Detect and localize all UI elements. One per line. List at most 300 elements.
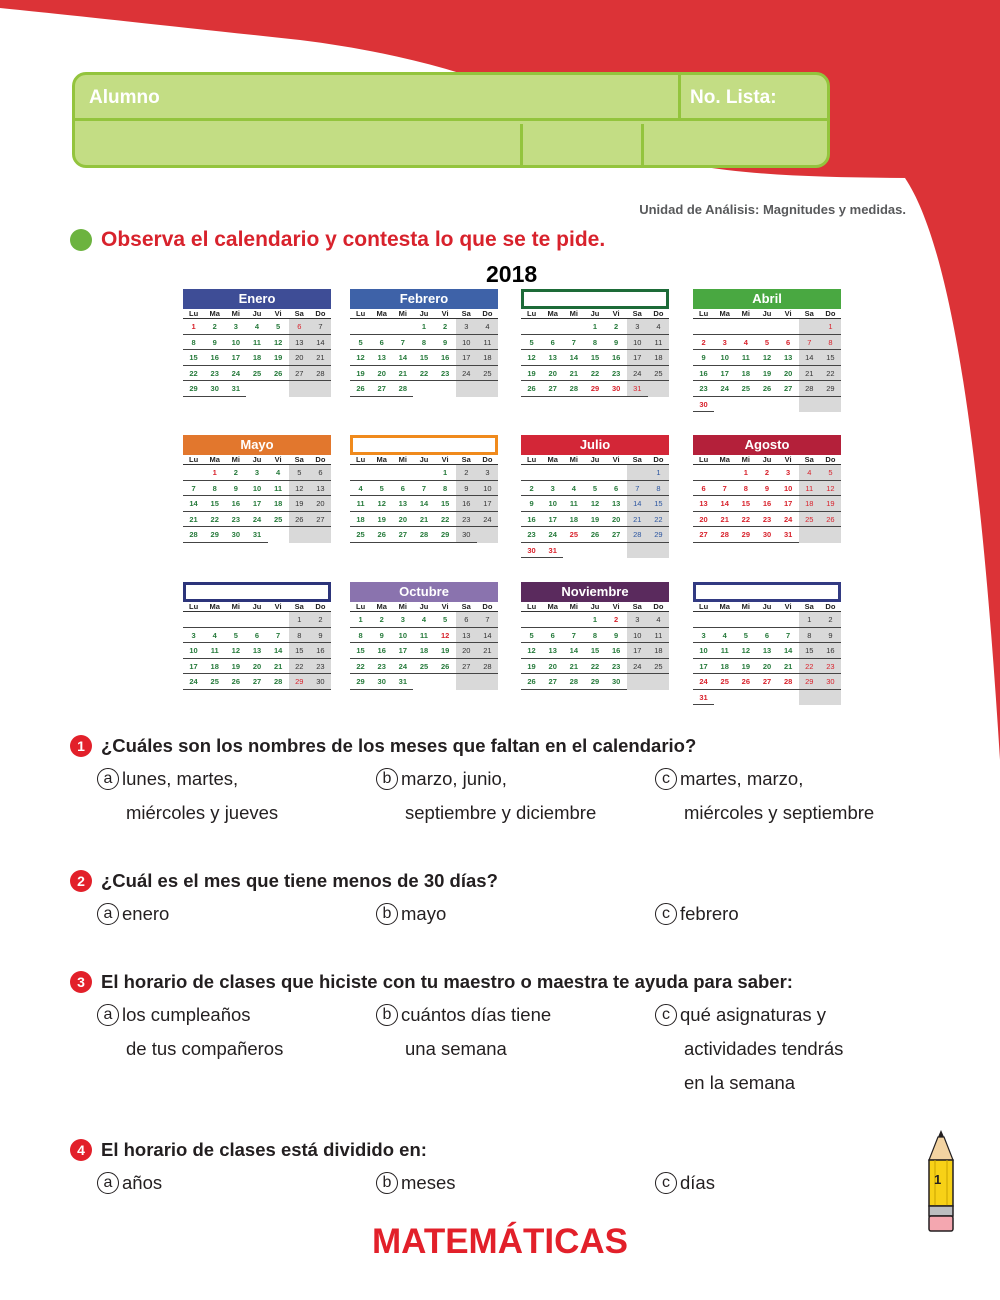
option-letter-circle[interactable]: c bbox=[655, 768, 677, 790]
calendar-day: 18 bbox=[268, 496, 289, 512]
calendar-day: 9 bbox=[225, 481, 246, 497]
calendar-day: 17 bbox=[627, 643, 648, 659]
month-grid bbox=[693, 602, 841, 705]
weekday-label: Vi bbox=[778, 309, 799, 319]
calendar-day: 2 bbox=[371, 612, 392, 628]
question-4-title bbox=[70, 1139, 427, 1161]
calendar-day: 2 bbox=[606, 612, 627, 628]
calendar-day: 29 bbox=[735, 527, 756, 543]
header-divider bbox=[678, 75, 681, 121]
calendar-day: 22 bbox=[289, 659, 310, 675]
calendar-day: 22 bbox=[735, 512, 756, 528]
calendar-day: 12 bbox=[735, 643, 756, 659]
weekday-label: Mi bbox=[392, 602, 413, 612]
calendar-day: 29 bbox=[183, 381, 204, 397]
calendar-day: 3 bbox=[183, 628, 204, 644]
option-letter-circle[interactable]: b bbox=[376, 768, 398, 790]
calendar-day: 18 bbox=[477, 350, 498, 366]
calendar-empty-cell bbox=[456, 674, 477, 690]
calendar-day: 15 bbox=[584, 643, 605, 659]
calendar-day: 18 bbox=[204, 659, 225, 675]
calendar-day: 1 bbox=[799, 612, 820, 628]
calendar-day: 15 bbox=[413, 350, 434, 366]
weekday-label: Ju bbox=[756, 602, 777, 612]
calendar-day: 17 bbox=[693, 659, 714, 675]
calendar-day: 4 bbox=[735, 335, 756, 351]
calendar-day: 8 bbox=[584, 335, 605, 351]
calendar-empty-cell bbox=[756, 612, 777, 628]
calendar-day: 12 bbox=[820, 481, 841, 497]
calendar-day: 25 bbox=[714, 674, 735, 690]
question-2-option-b[interactable] bbox=[376, 897, 446, 931]
calendar-day: 29 bbox=[289, 674, 310, 690]
calendar-empty-cell bbox=[778, 397, 799, 413]
calendar-day: 7 bbox=[714, 481, 735, 497]
calendar-day: 27 bbox=[392, 527, 413, 543]
weekday-label: Ju bbox=[584, 455, 605, 465]
calendar-day: 11 bbox=[563, 496, 584, 512]
pencil-number: 1 bbox=[934, 1172, 942, 1187]
calendar-empty-cell bbox=[606, 465, 627, 481]
weekday-label: Ju bbox=[584, 602, 605, 612]
calendar-day: 19 bbox=[521, 366, 542, 382]
weekday-label: Ma bbox=[714, 602, 735, 612]
option-text-continued: una semana bbox=[405, 1038, 507, 1059]
calendar-empty-cell bbox=[521, 319, 542, 335]
calendar-day: 2 bbox=[521, 481, 542, 497]
calendar-day: 5 bbox=[820, 465, 841, 481]
calendar-day: 28 bbox=[714, 527, 735, 543]
weekday-label: Sa bbox=[289, 309, 310, 319]
month-header: Noviembre bbox=[521, 582, 669, 602]
calendar-day: 13 bbox=[289, 335, 310, 351]
calendar-day: 22 bbox=[204, 512, 225, 528]
calendar-day: 1 bbox=[435, 465, 456, 481]
calendar-day: 14 bbox=[392, 350, 413, 366]
option-text: marzo, junio, bbox=[401, 768, 507, 789]
calendar-day: 12 bbox=[289, 481, 310, 497]
calendar-day: 24 bbox=[183, 674, 204, 690]
calendar-day: 27 bbox=[456, 659, 477, 675]
calendar-empty-cell bbox=[310, 527, 331, 543]
weekday-label: Mi bbox=[392, 455, 413, 465]
calendar-day: 8 bbox=[584, 628, 605, 644]
weekday-label: Sa bbox=[289, 455, 310, 465]
weekday-label: Do bbox=[310, 602, 331, 612]
calendar-day: 24 bbox=[627, 659, 648, 675]
calendar-day: 27 bbox=[542, 674, 563, 690]
question-1-title bbox=[70, 735, 696, 757]
calendar-day: 26 bbox=[584, 527, 605, 543]
calendar-day: 3 bbox=[246, 465, 267, 481]
calendar-day: 29 bbox=[350, 674, 371, 690]
weekday-label: Mi bbox=[563, 309, 584, 319]
calendar-day: 9 bbox=[606, 628, 627, 644]
calendar-day: 7 bbox=[392, 335, 413, 351]
question-3-option-c[interactable] bbox=[655, 998, 843, 1100]
calendar-day: 9 bbox=[756, 481, 777, 497]
calendar-day: 14 bbox=[627, 496, 648, 512]
weekday-label: Sa bbox=[456, 309, 477, 319]
calendar-day: 13 bbox=[371, 350, 392, 366]
option-letter-circle[interactable]: a bbox=[97, 903, 119, 925]
question-number-badge: 1 bbox=[70, 735, 92, 757]
question-4-option-a[interactable] bbox=[97, 1166, 162, 1200]
calendar-empty-cell bbox=[714, 612, 735, 628]
question-1-option-b[interactable] bbox=[376, 762, 596, 830]
calendar-day: 16 bbox=[606, 350, 627, 366]
calendar-day: 24 bbox=[627, 366, 648, 382]
calendar-day: 11 bbox=[350, 496, 371, 512]
calendar-day: 31 bbox=[392, 674, 413, 690]
calendar-day: 30 bbox=[456, 527, 477, 543]
calendar-day: 19 bbox=[521, 659, 542, 675]
calendar-day: 13 bbox=[392, 496, 413, 512]
calendar-day: 21 bbox=[183, 512, 204, 528]
calendar-empty-cell bbox=[268, 381, 289, 397]
calendar-day: 13 bbox=[778, 350, 799, 366]
calendar-day: 3 bbox=[477, 465, 498, 481]
calendar-day: 29 bbox=[584, 381, 605, 397]
calendar-empty-cell bbox=[371, 319, 392, 335]
option-letter-circle[interactable]: c bbox=[655, 1004, 677, 1026]
calendar-day: 16 bbox=[204, 350, 225, 366]
calendar-empty-cell bbox=[521, 612, 542, 628]
calendar-day: 8 bbox=[204, 481, 225, 497]
month-header[interactable] bbox=[693, 582, 841, 602]
calendar-empty-cell bbox=[183, 465, 204, 481]
lista-field[interactable] bbox=[644, 124, 830, 168]
alumno-field[interactable] bbox=[75, 124, 520, 168]
month-grid bbox=[693, 309, 841, 412]
calendar-day: 16 bbox=[371, 643, 392, 659]
weekday-label: Sa bbox=[456, 602, 477, 612]
calendar-empty-cell bbox=[563, 543, 584, 559]
calendar-day: 19 bbox=[350, 366, 371, 382]
month-header[interactable] bbox=[350, 435, 498, 455]
weekday-label: Ma bbox=[542, 602, 563, 612]
calendar-empty-cell bbox=[714, 690, 735, 706]
calendar-empty-cell bbox=[521, 465, 542, 481]
month-febrero bbox=[350, 289, 498, 397]
calendar-day: 6 bbox=[693, 481, 714, 497]
month-noviembre bbox=[521, 582, 669, 690]
lista-label: No. Lista: bbox=[690, 87, 777, 108]
calendar-day: 14 bbox=[563, 350, 584, 366]
calendar-day: 27 bbox=[778, 381, 799, 397]
calendar-day: 17 bbox=[225, 350, 246, 366]
calendar-day: 13 bbox=[456, 628, 477, 644]
calendar-day: 11 bbox=[714, 643, 735, 659]
calendar-empty-cell bbox=[778, 612, 799, 628]
calendar-day: 25 bbox=[799, 512, 820, 528]
weekday-label: Ma bbox=[714, 309, 735, 319]
calendar-day: 17 bbox=[477, 496, 498, 512]
weekday-label: Ma bbox=[204, 309, 225, 319]
calendar-day: 23 bbox=[225, 512, 246, 528]
calendar-day: 2 bbox=[204, 319, 225, 335]
calendar-day: 1 bbox=[183, 319, 204, 335]
weekday-label: Vi bbox=[606, 602, 627, 612]
calendar-empty-cell bbox=[563, 612, 584, 628]
weekday-label: Do bbox=[310, 309, 331, 319]
calendar-day: 24 bbox=[542, 527, 563, 543]
option-letter-circle[interactable]: a bbox=[97, 768, 119, 790]
calendar-day: 21 bbox=[268, 659, 289, 675]
month-header[interactable] bbox=[521, 289, 669, 309]
option-text: febrero bbox=[680, 903, 739, 924]
calendar-day: 4 bbox=[204, 628, 225, 644]
weekday-label: Vi bbox=[778, 602, 799, 612]
calendar-day: 31 bbox=[778, 527, 799, 543]
question-3-option-a[interactable] bbox=[97, 998, 283, 1066]
question-4-option-c[interactable] bbox=[655, 1166, 715, 1200]
calendar-empty-cell bbox=[435, 674, 456, 690]
option-letter-circle[interactable]: c bbox=[655, 903, 677, 925]
calendar-day: 11 bbox=[477, 335, 498, 351]
calendar-empty-cell bbox=[225, 612, 246, 628]
weekday-label: Sa bbox=[627, 455, 648, 465]
weekday-label: Vi bbox=[435, 455, 456, 465]
calendar-day: 15 bbox=[350, 643, 371, 659]
calendar-day: 12 bbox=[371, 496, 392, 512]
calendar-day: 7 bbox=[563, 628, 584, 644]
calendar-day: 11 bbox=[648, 628, 669, 644]
option-text: cuántos días tiene bbox=[401, 1004, 552, 1025]
calendar-empty-cell bbox=[183, 612, 204, 628]
calendar-day: 21 bbox=[778, 659, 799, 675]
weekday-label: Lu bbox=[350, 309, 371, 319]
calendar-empty-cell bbox=[392, 465, 413, 481]
calendar-day: 27 bbox=[693, 527, 714, 543]
calendar-day: 28 bbox=[563, 674, 584, 690]
calendar-day: 3 bbox=[392, 612, 413, 628]
calendar-day: 30 bbox=[606, 674, 627, 690]
weekday-label: Ju bbox=[756, 309, 777, 319]
month-enero bbox=[183, 289, 331, 397]
calendar-day: 4 bbox=[413, 612, 434, 628]
calendar-day: 13 bbox=[693, 496, 714, 512]
weekday-label: Sa bbox=[627, 602, 648, 612]
calendar-day: 23 bbox=[693, 381, 714, 397]
month-octubre bbox=[350, 582, 498, 690]
weekday-label: Vi bbox=[435, 309, 456, 319]
calendar-day: 22 bbox=[413, 366, 434, 382]
calendar-day: 8 bbox=[289, 628, 310, 644]
calendar-day: 28 bbox=[268, 674, 289, 690]
calendar-day: 30 bbox=[820, 674, 841, 690]
calendar-empty-cell bbox=[268, 612, 289, 628]
calendar-day: 9 bbox=[693, 350, 714, 366]
calendar-day: 28 bbox=[183, 527, 204, 543]
option-letter-circle[interactable]: a bbox=[97, 1004, 119, 1026]
calendar-empty-cell bbox=[756, 319, 777, 335]
calendar-day: 16 bbox=[310, 643, 331, 659]
calendar-day: 19 bbox=[584, 512, 605, 528]
calendar-day: 14 bbox=[310, 335, 331, 351]
question-2-option-c[interactable] bbox=[655, 897, 739, 931]
calendar-day: 25 bbox=[350, 527, 371, 543]
weekday-label: Lu bbox=[521, 455, 542, 465]
calendar-day: 6 bbox=[778, 335, 799, 351]
calendar-day: 11 bbox=[413, 628, 434, 644]
weekday-label: Mi bbox=[735, 455, 756, 465]
calendar-empty-cell bbox=[477, 674, 498, 690]
month-grid bbox=[521, 602, 669, 690]
calendar-day: 26 bbox=[268, 366, 289, 382]
weekday-label: Lu bbox=[693, 602, 714, 612]
calendar-day: 1 bbox=[350, 612, 371, 628]
question-2-option-a[interactable] bbox=[97, 897, 169, 931]
calendar-day: 14 bbox=[563, 643, 584, 659]
calendar-day: 20 bbox=[606, 512, 627, 528]
question-4-option-b[interactable] bbox=[376, 1166, 456, 1200]
calendar-day: 21 bbox=[413, 512, 434, 528]
calendar-day: 11 bbox=[204, 643, 225, 659]
weekday-label: Lu bbox=[350, 602, 371, 612]
question-3-option-b[interactable] bbox=[376, 998, 551, 1066]
calendar-day: 8 bbox=[413, 335, 434, 351]
calendar-empty-cell bbox=[289, 527, 310, 543]
calendar-day: 22 bbox=[183, 366, 204, 382]
option-letter-circle[interactable]: c bbox=[655, 1172, 677, 1194]
calendar-day: 9 bbox=[606, 335, 627, 351]
month-grid bbox=[183, 602, 331, 690]
calendar-day: 14 bbox=[778, 643, 799, 659]
month-header[interactable] bbox=[183, 582, 331, 602]
calendar-day: 18 bbox=[563, 512, 584, 528]
calendar-day: 12 bbox=[521, 350, 542, 366]
calendar-day: 25 bbox=[563, 527, 584, 543]
question-1-option-a[interactable] bbox=[97, 762, 278, 830]
calendar-day: 21 bbox=[799, 366, 820, 382]
calendar-day: 4 bbox=[477, 319, 498, 335]
calendar-day: 2 bbox=[606, 319, 627, 335]
calendar-day: 28 bbox=[392, 381, 413, 397]
calendar-day: 24 bbox=[246, 512, 267, 528]
calendar-empty-cell bbox=[648, 381, 669, 397]
calendar-day: 1 bbox=[289, 612, 310, 628]
calendar-day: 5 bbox=[435, 612, 456, 628]
weekday-label: Ju bbox=[756, 455, 777, 465]
calendar-day: 19 bbox=[820, 496, 841, 512]
weekday-label: Lu bbox=[693, 455, 714, 465]
calendar-day: 30 bbox=[225, 527, 246, 543]
weekday-label: Ma bbox=[714, 455, 735, 465]
calendar-day: 7 bbox=[477, 612, 498, 628]
month-grid bbox=[693, 455, 841, 543]
calendar-day: 7 bbox=[799, 335, 820, 351]
month-grid bbox=[350, 602, 498, 690]
question-1-option-c[interactable] bbox=[655, 762, 874, 830]
calendar-day: 9 bbox=[820, 628, 841, 644]
calendar-day: 27 bbox=[310, 512, 331, 528]
calendar-empty-cell bbox=[350, 319, 371, 335]
calendar-day: 29 bbox=[799, 674, 820, 690]
calendar-day: 27 bbox=[371, 381, 392, 397]
calendar-empty-cell bbox=[606, 543, 627, 559]
calendar-day: 21 bbox=[563, 659, 584, 675]
calendar-day: 24 bbox=[778, 512, 799, 528]
calendar-day: 31 bbox=[225, 381, 246, 397]
calendar-empty-cell bbox=[477, 527, 498, 543]
calendar-day: 23 bbox=[371, 659, 392, 675]
calendar-empty-cell bbox=[477, 381, 498, 397]
calendar-day: 25 bbox=[735, 381, 756, 397]
calendar-empty-cell bbox=[735, 690, 756, 706]
option-letter-circle[interactable]: b bbox=[376, 1004, 398, 1026]
calendar-day: 1 bbox=[735, 465, 756, 481]
calendar-day: 20 bbox=[778, 366, 799, 382]
calendar-day: 29 bbox=[435, 527, 456, 543]
question-number-badge: 4 bbox=[70, 1139, 92, 1161]
calendar-empty-cell bbox=[756, 690, 777, 706]
calendar-day: 31 bbox=[693, 690, 714, 706]
option-letter-circle[interactable]: b bbox=[376, 1172, 398, 1194]
calendar-day: 19 bbox=[289, 496, 310, 512]
option-letter-circle[interactable]: a bbox=[97, 1172, 119, 1194]
option-text-continued: en la semana bbox=[684, 1072, 796, 1093]
calendar-day: 7 bbox=[268, 628, 289, 644]
calendar-day: 10 bbox=[714, 350, 735, 366]
calendar-day: 3 bbox=[456, 319, 477, 335]
calendar-day: 11 bbox=[268, 481, 289, 497]
calendar-day: 5 bbox=[371, 481, 392, 497]
calendar-day: 5 bbox=[584, 481, 605, 497]
weekday-label: Vi bbox=[435, 602, 456, 612]
calendar-empty-cell bbox=[693, 319, 714, 335]
weekday-label: Ma bbox=[371, 602, 392, 612]
weekday-label: Ju bbox=[246, 455, 267, 465]
grupo-field[interactable] bbox=[523, 124, 641, 168]
month-grid bbox=[350, 455, 498, 543]
calendar-day: 15 bbox=[799, 643, 820, 659]
calendar-empty-cell bbox=[413, 674, 434, 690]
calendar-day: 6 bbox=[246, 628, 267, 644]
calendar-day: 28 bbox=[310, 366, 331, 382]
weekday-label: Ma bbox=[204, 455, 225, 465]
option-letter-circle[interactable]: b bbox=[376, 903, 398, 925]
calendar-day: 27 bbox=[606, 527, 627, 543]
calendar-day: 6 bbox=[456, 612, 477, 628]
calendar-day: 22 bbox=[435, 512, 456, 528]
calendar-empty-cell bbox=[820, 527, 841, 543]
calendar-day: 21 bbox=[477, 643, 498, 659]
weekday-label: Lu bbox=[183, 602, 204, 612]
calendar-day: 6 bbox=[542, 628, 563, 644]
calendar-day: 5 bbox=[521, 335, 542, 351]
calendar-day: 22 bbox=[584, 366, 605, 382]
calendar-day: 1 bbox=[820, 319, 841, 335]
calendar-day: 7 bbox=[183, 481, 204, 497]
calendar-day: 3 bbox=[627, 612, 648, 628]
calendar-day: 9 bbox=[435, 335, 456, 351]
calendar-day: 13 bbox=[246, 643, 267, 659]
question-2-title bbox=[70, 870, 498, 892]
weekday-label: Lu bbox=[521, 309, 542, 319]
calendar-empty-cell bbox=[756, 397, 777, 413]
calendar-day: 14 bbox=[183, 496, 204, 512]
calendar-day: 19 bbox=[735, 659, 756, 675]
calendar-day: 28 bbox=[799, 381, 820, 397]
calendar-day: 2 bbox=[435, 319, 456, 335]
calendar-empty-cell bbox=[648, 543, 669, 559]
calendar-day: 5 bbox=[289, 465, 310, 481]
calendar-empty-cell bbox=[289, 381, 310, 397]
weekday-label: Mi bbox=[563, 602, 584, 612]
calendar-day: 20 bbox=[756, 659, 777, 675]
calendar-day: 23 bbox=[435, 366, 456, 382]
